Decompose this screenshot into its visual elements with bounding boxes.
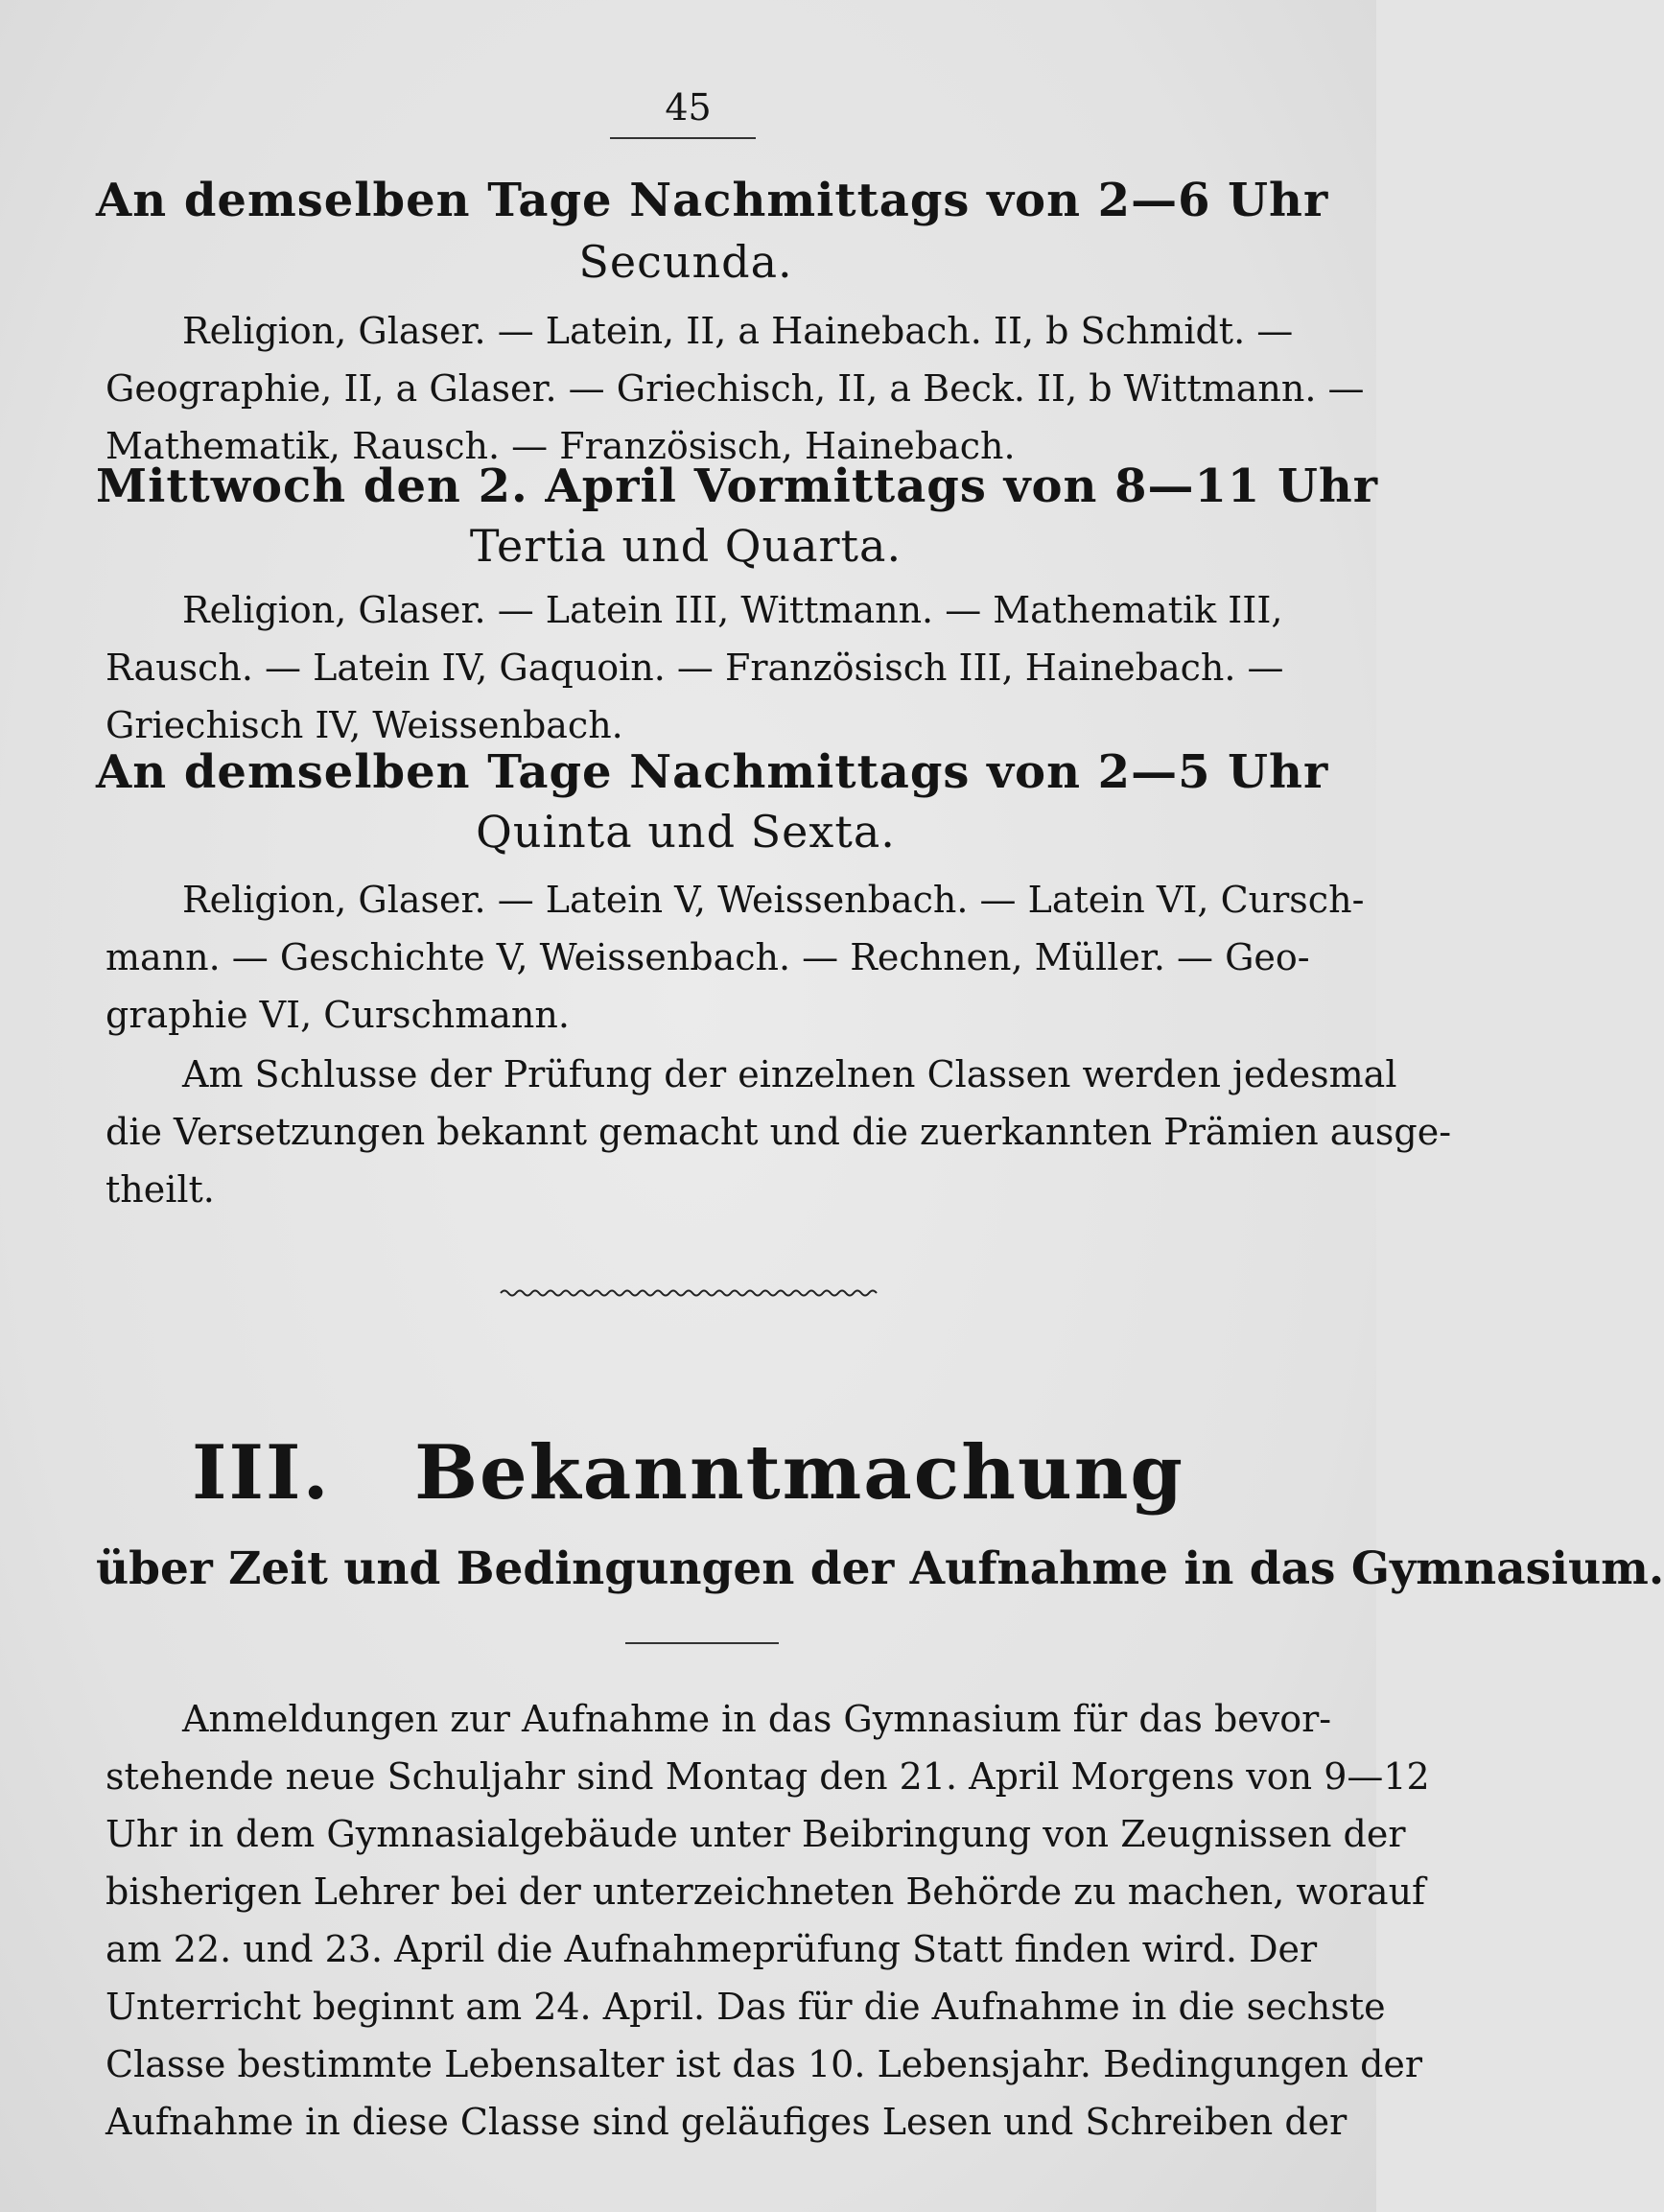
text-line: Am Schlusse der Prüfung der einzelnen Classen werden jedesmal (182, 1053, 1397, 1095)
text-line: Aufnahme in diese Classe sind geläufiges Lesen und Schreiben der (105, 2101, 1348, 2143)
section-heading-secunda: An demselben Tage Nachmittags von 2—6 Uhr (96, 174, 1329, 227)
text-line: Geographie, II, a Glaser. — Griechisch, II, a Beck. II, b Wittmann. — (105, 367, 1365, 410)
section-number: III. (192, 1429, 331, 1517)
section-title: Bekanntmachung (414, 1429, 1184, 1517)
section-iii-subtitle: über Zeit und Bedingungen der Aufnahme in das Gymnasium. (96, 1542, 1664, 1595)
paragraph-quinta-sexta (105, 871, 1365, 1044)
text-line: die Versetzungen bekannt gemacht und die zuerkannten Prämien ausge- (105, 1111, 1452, 1153)
paragraph-tertia-quarta (105, 581, 1284, 754)
page-number: 45 (665, 86, 712, 129)
text-line: graphie VI, Curschmann. (105, 994, 570, 1036)
text-line: Religion, Glaser. — Latein V, Weissenbach. — Latein VI, Cursch- (182, 879, 1365, 921)
text-line: Religion, Glaser. — Latein III, Wittmann. — Mathematik III, (182, 589, 1283, 631)
text-line: Anmeldungen zur Aufnahme in das Gymnasium für das bevor- (182, 1698, 1332, 1740)
text-line: Mathematik, Rausch. — Französisch, Hainebach. (105, 425, 1016, 467)
text-line: stehende neue Schuljahr sind Montag den 21. April Morgens von 9—12 (105, 1755, 1430, 1798)
text-line: bisherigen Lehrer bei der unterzeichneten Behörde zu machen, worauf (105, 1871, 1426, 1913)
page-number-rule (610, 137, 756, 139)
text-line: theilt. (105, 1168, 215, 1211)
text-line: am 22. und 23. April die Aufnahmeprüfung Statt finden wird. Der (105, 1928, 1318, 1970)
text-line: mann. — Geschichte V, Weissenbach. — Rechnen, Müller. — Geo- (105, 936, 1310, 978)
section-iii-title (0, 1427, 1376, 1519)
paragraph-admission (105, 1690, 1430, 2151)
section-heading-quinta-sexta: An demselben Tage Nachmittags von 2—5 Uhr (96, 745, 1329, 799)
text-line: Rausch. — Latein IV, Gaquoin. — Französisch III, Hainebach. — (105, 647, 1284, 689)
text-line: Religion, Glaser. — Latein, II, a Hainebach. II, b Schmidt. — (182, 310, 1294, 352)
subtitle-rule (625, 1642, 779, 1644)
section-heading-tertia-quarta: Mittwoch den 2. April Vormittags von 8—11 Uhr (96, 459, 1379, 513)
text-line: Classe bestimmte Lebensalter ist das 10. Lebensjahr. Bedingungen der (105, 2043, 1423, 2085)
section-subheading-quinta-sexta: Quinta und Sexta. (476, 806, 896, 858)
text-line: Uhr in dem Gymnasialgebäude unter Beibringung von Zeugnissen der (105, 1813, 1406, 1855)
section-subheading-secunda: Secunda. (578, 236, 793, 288)
text-line: Griechisch IV, Weissenbach. (105, 704, 623, 746)
text-line: Unterricht beginnt am 24. April. Das für die Aufnahme in die sechste (105, 1986, 1386, 2028)
paragraph-closing (105, 1046, 1452, 1218)
section-subheading-tertia-quarta: Tertia und Quarta. (469, 520, 902, 572)
wavy-divider (501, 1285, 877, 1301)
paragraph-secunda (105, 302, 1365, 475)
